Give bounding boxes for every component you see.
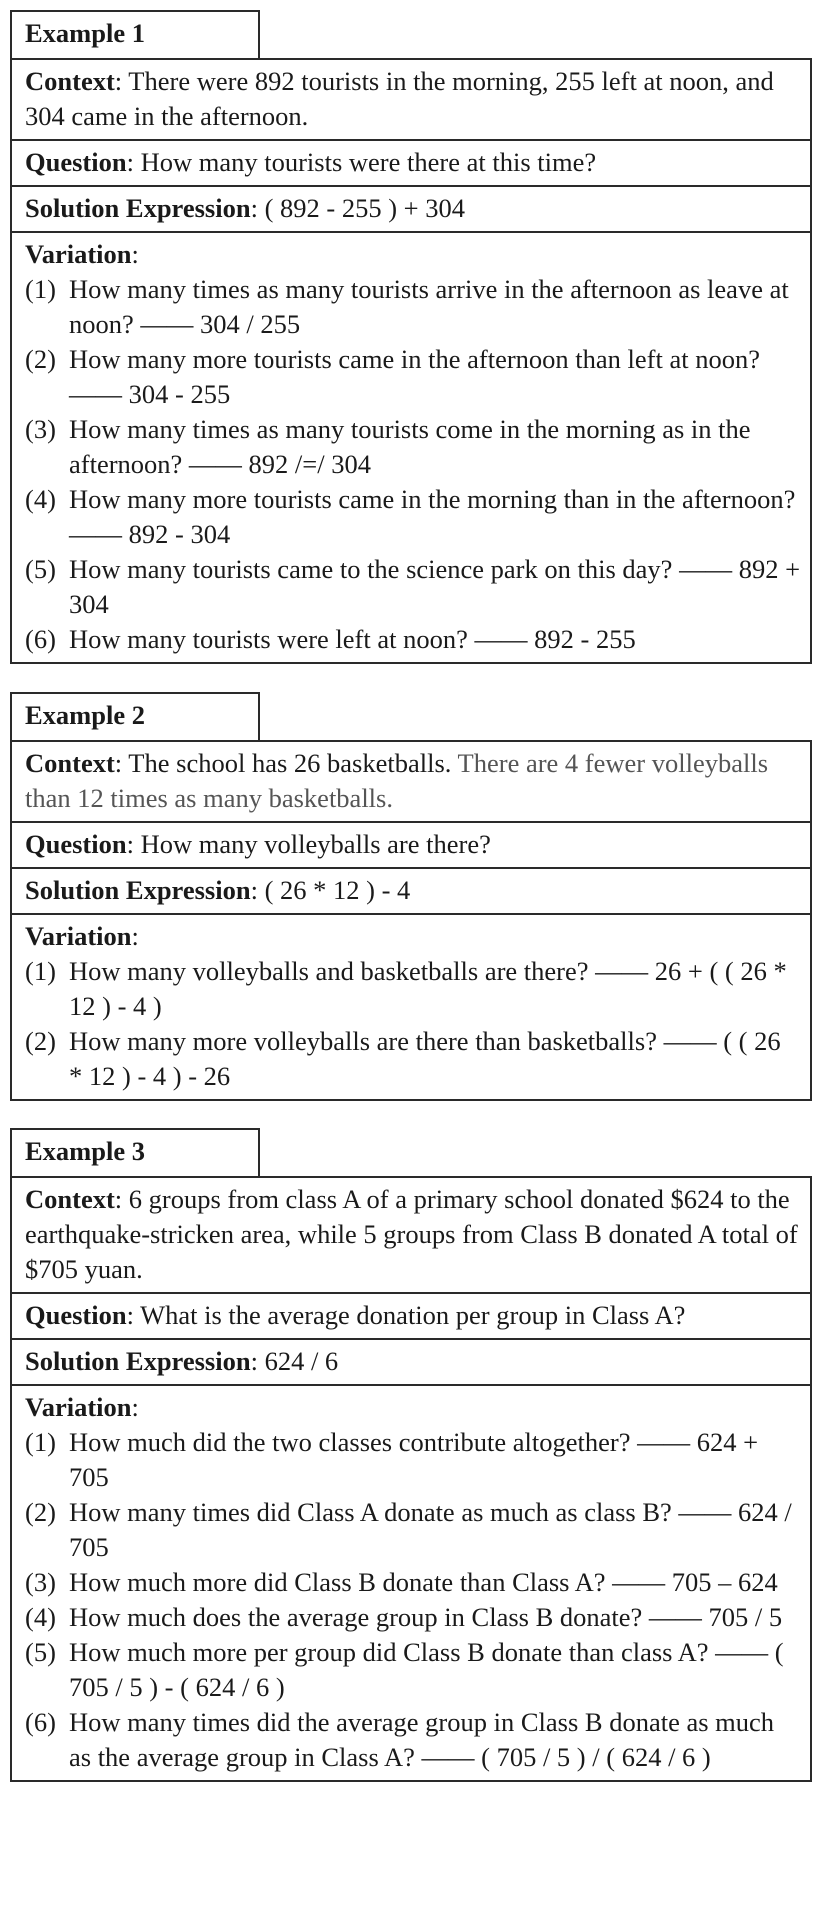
variation-text: How many times as many tourists come in the morning as in the afternoon? —— 892 /=/ 304 bbox=[69, 414, 751, 479]
question-text: : What is the average donation per group in Class A? bbox=[126, 1300, 686, 1330]
list-item bbox=[25, 412, 800, 482]
question-label: Question bbox=[25, 829, 127, 859]
variation-section: Variation: (1) How many times as many tourists arrive in the afternoon as leave at noon? —— 304 / 255 (2) How many more tourists came in the afternoon than left at noon? —— 304 - 255 (3) How many times as many tourists come in the morning as in the afternoon? —— 892 /=/ 304 (4) How many more tourists came in the morning than in the afternoon? —— 892 - 304 (5) How many tourists came to the science park on this day? —— 892 + 304 (6) How many tourists were left at noon? —— 892 - 255 bbox=[12, 231, 810, 662]
variation-text: How many more tourists came in the afternoon than left at noon? —— 304 - 255 bbox=[69, 344, 761, 409]
list-item bbox=[25, 342, 800, 412]
list-item bbox=[25, 954, 800, 1024]
variation-text: How much does the average group in Class B donate? —— 705 / 5 bbox=[69, 1602, 783, 1632]
variation-number: (2) bbox=[25, 344, 56, 374]
list-item bbox=[25, 1425, 800, 1495]
variation-text: How many times did Class A donate as much as class B? —— 624 / 705 bbox=[69, 1497, 792, 1562]
example-1 bbox=[10, 10, 812, 664]
variation-number: (1) bbox=[25, 274, 56, 304]
solution-label: Solution Expression bbox=[25, 1346, 251, 1376]
variation-text: How much did the two classes contribute altogether? —— 624 + 705 bbox=[69, 1427, 759, 1492]
question-section bbox=[12, 139, 810, 185]
list-item bbox=[25, 1024, 800, 1094]
variation-list bbox=[25, 1425, 800, 1775]
question-section bbox=[12, 1292, 810, 1338]
variation-text: How much more did Class B donate than Class A? —— 705 – 624 bbox=[69, 1567, 778, 1597]
variation-text: How many tourists were left at noon? —— 892 - 255 bbox=[69, 624, 636, 654]
solution-section bbox=[12, 867, 810, 913]
solution-text: : ( 26 * 12 ) - 4 bbox=[250, 875, 411, 905]
variation-number: (1) bbox=[25, 1427, 56, 1457]
variation-number: (2) bbox=[25, 1497, 56, 1527]
solution-section bbox=[12, 185, 810, 231]
example-box bbox=[10, 740, 812, 1101]
example-title: Example 3 bbox=[10, 1128, 260, 1176]
variation-label: Variation bbox=[25, 1392, 132, 1422]
variation-text: How many more tourists came in the morning than in the afternoon? —— 892 - 304 bbox=[69, 484, 796, 549]
context-label: Context bbox=[25, 748, 115, 778]
variation-label: Variation bbox=[25, 921, 132, 951]
solution-label: Solution Expression bbox=[25, 193, 251, 223]
list-item bbox=[25, 1600, 800, 1635]
context-label: Context bbox=[25, 1184, 115, 1214]
question-label: Question bbox=[25, 147, 127, 177]
context-text: : 6 groups from class A of a primary school donated $624 to the earthquake-stricken area, while 5 groups from Class B donated A total of $705 yuan. bbox=[25, 1184, 798, 1284]
example-2 bbox=[10, 692, 812, 1101]
example-title: Example 1 bbox=[10, 10, 260, 58]
variation-number: (3) bbox=[25, 414, 56, 444]
variation-list bbox=[25, 272, 800, 657]
context-text: : The school has 26 basketballs. bbox=[114, 748, 458, 778]
question-text: : How many tourists were there at this time? bbox=[126, 147, 597, 177]
variation-number: (2) bbox=[25, 1026, 56, 1056]
variation-number: (4) bbox=[25, 484, 56, 514]
example-title: Example 2 bbox=[10, 692, 260, 740]
variation-number: (6) bbox=[25, 624, 56, 654]
variation-section: Variation: (1) How much did the two classes contribute altogether? —— 624 + 705 (2) How many times did Class A donate as much as class B? —— 624 / 705 (3) How much more did Class B donate than Class A? —— 705 – 624 (4) How much does the average group in Class B donate? —— 705 / 5 (5) How much more per group did Class B donate than class A? —— ( 705 / 5 ) - ( 624 / 6 ) (6) How many times did the average group in Class B donate as much as the average group in Class A? —— ( 705 / 5 ) / ( 624 / 6 ) bbox=[12, 1384, 810, 1780]
context-label: Context bbox=[25, 66, 115, 96]
question-section bbox=[12, 821, 810, 867]
variation-number: (5) bbox=[25, 554, 56, 584]
variation-number: (3) bbox=[25, 1567, 56, 1597]
variation-list bbox=[25, 954, 800, 1094]
context-section bbox=[12, 742, 810, 821]
solution-section bbox=[12, 1338, 810, 1384]
solution-text: : ( 892 - 255 ) + 304 bbox=[250, 193, 465, 223]
variation-number: (4) bbox=[25, 1602, 56, 1632]
list-item bbox=[25, 1565, 800, 1600]
list-item bbox=[25, 1705, 800, 1775]
variation-number: (6) bbox=[25, 1707, 56, 1737]
variation-text: How many volleyballs and basketballs are there? —— 26 + ( ( 26 * 12 ) - 4 ) bbox=[69, 956, 787, 1021]
variation-text: How many tourists came to the science park on this day? —— 892 + 304 bbox=[69, 554, 801, 619]
example-box bbox=[10, 58, 812, 664]
context-section bbox=[12, 1178, 810, 1292]
list-item bbox=[25, 622, 800, 657]
solution-text: : 624 / 6 bbox=[250, 1346, 339, 1376]
context-text: : There were 892 tourists in the morning, 255 left at noon, and 304 came in the afternoon. bbox=[25, 66, 774, 131]
context-section bbox=[12, 60, 810, 139]
list-item bbox=[25, 552, 800, 622]
example-box bbox=[10, 1176, 812, 1782]
list-item bbox=[25, 1635, 800, 1705]
variation-number: (5) bbox=[25, 1637, 56, 1667]
solution-label: Solution Expression bbox=[25, 875, 251, 905]
list-item bbox=[25, 482, 800, 552]
list-item bbox=[25, 1495, 800, 1565]
question-label: Question bbox=[25, 1300, 127, 1330]
list-item bbox=[25, 272, 800, 342]
context-text-highlight: There are 4 fewer volleyballs than 12 times as many basketballs. bbox=[25, 748, 769, 813]
variation-label: Variation bbox=[25, 239, 132, 269]
variation-text: How much more per group did Class B donate than class A? —— ( 705 / 5 ) - ( 624 / 6 ) bbox=[69, 1637, 784, 1702]
variation-text: How many times did the average group in Class B donate as much as the average group in Class A? —— ( 705 / 5 ) / ( 624 / 6 ) bbox=[69, 1707, 775, 1772]
variation-text: How many times as many tourists arrive in the afternoon as leave at noon? —— 304 / 255 bbox=[69, 274, 789, 339]
variation-number: (1) bbox=[25, 956, 56, 986]
variation-text: How many more volleyballs are there than basketballs? —— ( ( 26 * 12 ) - 4 ) - 26 bbox=[69, 1026, 781, 1091]
variation-section: Variation: (1) How many volleyballs and basketballs are there? —— 26 + ( ( 26 * 12 ) - 4 ) (2) How many more volleyballs are there than basketballs? —— ( ( 26 * 12 ) - 4 ) - 26 bbox=[12, 913, 810, 1099]
example-3 bbox=[10, 1128, 812, 1782]
question-text: : How many volleyballs are there? bbox=[126, 829, 491, 859]
